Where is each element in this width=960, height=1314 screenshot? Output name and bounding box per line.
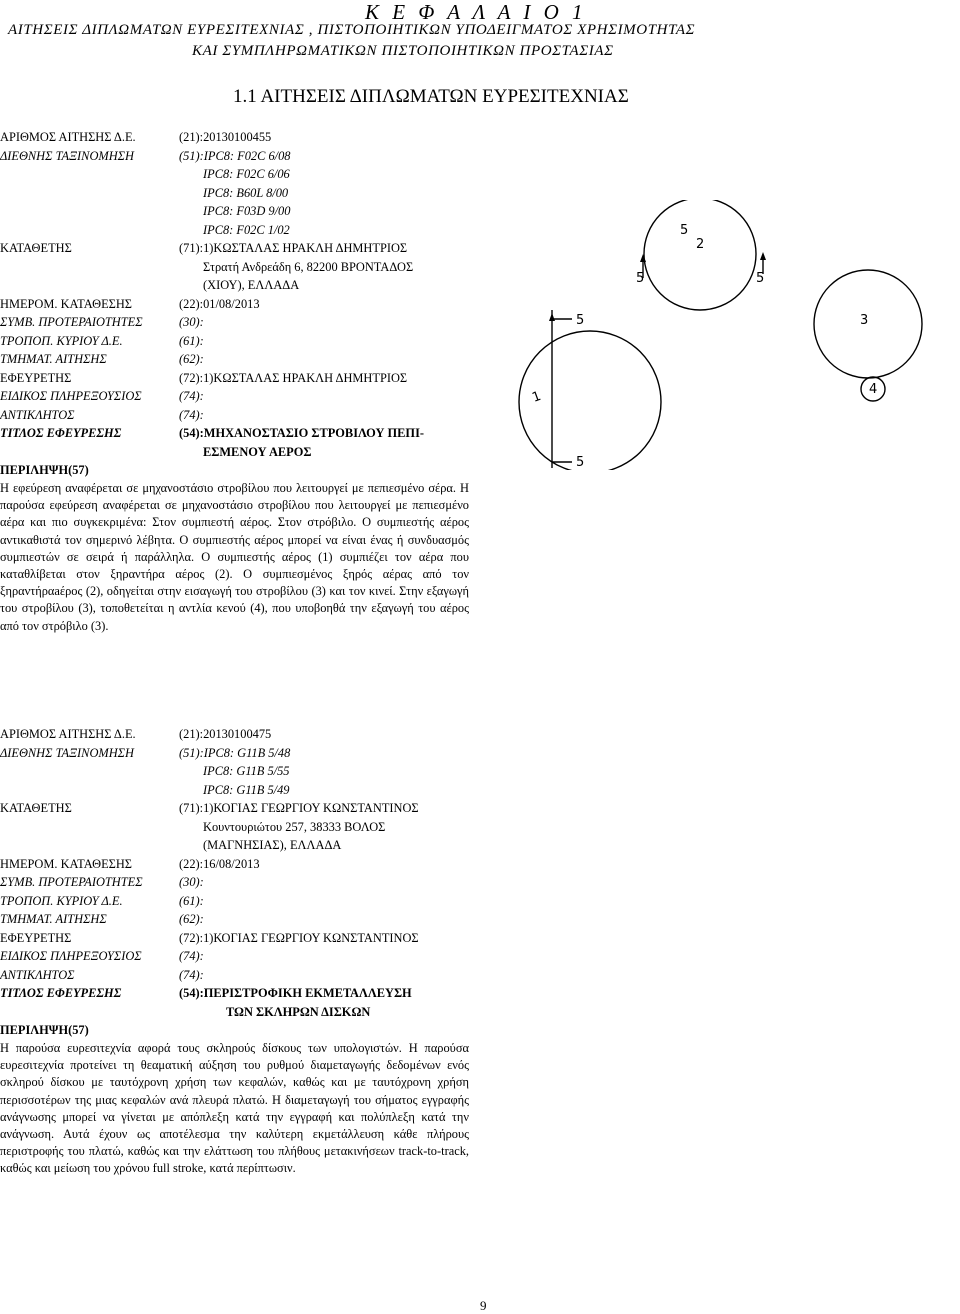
applicant-name: (71):1)ΚΩΣΤΑΛΑΣ ΗΡΑΚΛΗ ΔΗΜΗΤΡΙΟΣ	[179, 241, 408, 255]
representative: (74):	[179, 407, 204, 422]
ipc-code: IPC8: G11B 5/49	[203, 782, 290, 797]
applicant-name: (71):1)ΚΟΓΙΑΣ ΓΕΩΡΓΙΟΥ ΚΩΝΣΤΑΝΤΙΝΟΣ	[179, 801, 419, 815]
representative-label: ΑΝΤΙΚΛΗΤΟΣ	[0, 967, 75, 982]
abstract-text: Η εφεύρεση αναφέρεται σε μηχανοστάσιο στροβίλου που λειτουργεί με πεπιεσμένο σέρα. Η παρούσα εφεύρεση αναφέρεται σε μηχανοστάσιο στροβίλου που λειτουργεί με πεπιεσμένο αέρα και πιο συγκεκριμένα: Στον συμπιεστή αέρος. Στον στρόβιλο. Ο συμπιεστής αέρος αντικαθιστά τον σημερινό λέβητα. Ο συμπιεστής αέρος μπορεί να είναι ένας ή συνδυασμός συμπιεστών σε σειρά ή παράλληλα. Ο συμπιεστής αέρος (1) συμπιέζει τον αέρα που καταθλίβεται στον ξηραντήρα αέρος (2). Ο συμπιεσμένος ξηρός αέρας από τον ξηραντήραaέρος (2), οδηγείται στην εισαγωγή του στροβίλου (3) και τον κινεί. Στην εξαγωγή του στροβίλου (3), τοποθετείται η αντλία κενού (4), που υποβοηθά την εξαγωγή του αέρος από τον στρόβιλο (3).	[0, 481, 469, 633]
invention-title: (54):ΜΗΧΑΝΟΣΤΑΣΙΟ ΣΤΡΟΒΙΛΟΥ ΠΕΠΙ-	[179, 426, 425, 440]
ipc-code: IPC8: F03D 9/00	[203, 204, 291, 218]
figure-label: 5	[680, 223, 689, 238]
applicant-country: (ΜΑΓΝΗΣΙΑΣ), ΕΛΛΑΔΑ	[203, 838, 342, 852]
ipc-code: IPC8: B60L 8/00	[203, 185, 289, 200]
ipc-label: ΔΙΕΘΝΗΣ ΤΑΞΙΝΟΜΗΣΗ	[0, 148, 134, 163]
figure-label: 5	[756, 271, 765, 286]
priority-label: ΣΥΜΒ. ΠΡΟΤΕΡΑΙΟΤΗΤΕΣ	[0, 875, 143, 889]
figure-label: 4	[869, 382, 878, 397]
figure-label: 5	[576, 455, 585, 470]
ipc-label: ΔΙΕΘΝΗΣ ΤΑΞΙΝΟΜΗΣΗ	[0, 745, 134, 760]
invention-title: (54):ΠΕΡΙΣΤΡΟΦΙΚΗ ΕΚΜΕΤΑΛΛΕΥΣΗ	[179, 986, 412, 1000]
invention-title-label: ΤΙΤΛΟΣ ΕΦΕΥΡΕΣΗΣ	[0, 986, 122, 1000]
priority: (30):	[179, 315, 204, 329]
ipc-code: IPC8: F02C 6/06	[203, 167, 290, 181]
figure-label: 2	[696, 237, 705, 252]
agent: (74):	[179, 389, 204, 403]
modification: (61):	[179, 333, 204, 348]
filing-date: (22):16/08/2013	[179, 856, 260, 871]
chapter-heading: Κ Ε Φ Α Λ Α Ι Ο 1	[365, 0, 587, 24]
ipc-code: IPC8: G11B 5/55	[203, 764, 290, 778]
ipc-code: (51):IPC8: G11B 5/48	[179, 745, 291, 760]
inventor-label: ΕΦΕΥΡΕΤΗΣ	[0, 370, 72, 385]
chapter-subtitle-line2: ΚΑΙ ΣΥΜΠΛΗΡΩΜΑΤΙΚΩΝ ΠΙΣΤΟΠΟΙΗΤΙΚΩΝ ΠΡΟΣΤΑΣΙΑΣ	[192, 43, 614, 59]
agent-label: ΕΙΔΙΚΟΣ ΠΛΗΡΕΞΟΥΣΙΟΣ	[0, 949, 142, 963]
priority-label: ΣΥΜΒ. ΠΡΟΤΕΡΑΙΟΤΗΤΕΣ	[0, 315, 143, 329]
inventor: (72):1)ΚΩΣΤΑΛΑΣ ΗΡΑΚΛΗ ΔΗΜΗΤΡΙΟΣ	[179, 370, 408, 385]
divisional-label: ΤΜΗΜΑΤ. ΑΙΤΗΣΗΣ	[0, 912, 107, 926]
figure-label: 3	[860, 313, 869, 328]
agent-label: ΕΙΔΙΚΟΣ ΠΛΗΡΕΞΟΥΣΙΟΣ	[0, 389, 142, 403]
app-number: (21):20130100475	[179, 727, 272, 741]
app-number-label: ΑΡΙΘΜΟΣ ΑΙΤΗΣΗΣ Δ.Ε.	[0, 130, 136, 144]
invention-title-cont: ΤΩΝ ΣΚΛΗΡΩΝ ΔΙΣΚΩΝ	[226, 1004, 371, 1019]
app-number-label: ΑΡΙΘΜΟΣ ΑΙΤΗΣΗΣ Δ.Ε.	[0, 727, 136, 741]
inventor-label: ΕΦΕΥΡΕΤΗΣ	[0, 930, 72, 945]
filing-date-label: ΗΜΕΡΟΜ. ΚΑΤΑΘΕΣΗΣ	[0, 856, 133, 871]
inventor: (72):1)ΚΟΓΙΑΣ ΓΕΩΡΓΙΟΥ ΚΩΝΣΤΑΝΤΙΝΟΣ	[179, 930, 419, 945]
filing-date-label: ΗΜΕΡΟΜ. ΚΑΤΑΘΕΣΗΣ	[0, 296, 133, 311]
section-title: 1.1 ΑΙΤΗΣΕΙΣ ΔΙΠΛΩΜΑΤΩΝ ΕΥΡΕΣΙΤΕΧΝΙΑΣ	[233, 86, 629, 107]
abstract-text: Η παρούσα ευρεσιτεχνία αφορά τους σκληρούς δίσκους των υπολογιστών. Η παρούσα ευρεσιτεχνία προτείνει τη θεαματική αύξηση του ρυθμού διαμεταγωγής δεδομένων ενός σκληρού δίσκου με ταυτόχρονη χρήση των κεφαλών, καθώς και με ταυτόχρονη χρήση περισσοτέρων της μιας κεφαλών ανά πλευρά πλατώ. Η διαμεταγωγή του σήματος εγγραφής ανάγνωσης μπορεί να γίνεται με απόπλεξη κατά την εγγραφή και πολύπλεξη κατά την ανάγνωση. Αυτά έχουν ως αποτέλεσμα την καλύτερη εκμετάλλευση κάθε πλήρους περιστροφής του πλατώ, καθώς και την ελάττωση του πλήθους μετακινήσεων track-to-track, καθώς και μείωση του χρόνου full stroke, κατά περίπτωσιν.	[0, 1041, 469, 1176]
divisional-label: ΤΜΗΜΑΤ. ΑΙΤΗΣΗΣ	[0, 352, 107, 366]
ipc-code: IPC8: F02C 1/02	[203, 222, 290, 237]
abstract-label: ΠΕΡΙΛΗΨΗ(57)	[0, 463, 89, 477]
figure-label: 5	[576, 313, 585, 328]
divisional: (62):	[179, 912, 204, 926]
app-number: (21):20130100455	[179, 130, 272, 144]
applicant-address: Κουντουριώτου 257, 38333 ΒΟΛΟΣ	[203, 819, 386, 834]
dryer-circle	[644, 200, 756, 310]
modification-label: ΤΡΟΠΟΠ. ΚΥΡΙΟΥ Δ.Ε.	[0, 893, 123, 908]
applicant-label: ΚΑΤΑΘΕΤΗΣ	[0, 801, 72, 815]
figure-label: 1	[530, 388, 544, 406]
ipc-code: (51):IPC8: F02C 6/08	[179, 148, 291, 163]
representative-label: ΑΝΤΙΚΛΗΤΟΣ	[0, 407, 75, 422]
applicant-address: Στρατή Ανδρεάδη 6, 82200 ΒΡΟΝΤΑΔΟΣ	[203, 259, 414, 274]
invention-drawing	[500, 200, 960, 470]
applicant-label: ΚΑΤΑΘΕΤΗΣ	[0, 241, 72, 255]
chapter-subtitle-line1: ΑΙΤΗΣΕΙΣ ΔΙΠΛΩΜΑΤΩΝ ΕΥΡΕΣΙΤΕΧΝΙΑΣ , ΠΙΣΤΟΠΟΙΗΤΙΚΩΝ ΥΠΟΔΕΙΓΜΑΤΟΣ ΧΡΗΣΙΜΟΤΗΤΑΣ	[8, 22, 696, 38]
figure-label: 5	[636, 271, 645, 286]
modification: (61):	[179, 893, 204, 908]
invention-title-label: ΤΙΤΛΟΣ ΕΦΕΥΡΕΣΗΣ	[0, 426, 122, 440]
page-number: 9	[480, 1298, 487, 1313]
abstract-label: ΠΕΡΙΛΗΨΗ(57)	[0, 1023, 89, 1037]
filing-date: (22):01/08/2013	[179, 296, 260, 311]
applicant-country: (ΧΙΟΥ), ΕΛΛΑΔΑ	[203, 278, 300, 292]
priority: (30):	[179, 875, 204, 889]
representative: (74):	[179, 967, 204, 982]
divisional: (62):	[179, 352, 204, 366]
invention-title-cont: ΕΣΜΕΝΟΥ ΑΕΡΟΣ	[203, 444, 312, 459]
modification-label: ΤΡΟΠΟΠ. ΚΥΡΙΟΥ Δ.Ε.	[0, 333, 123, 348]
agent: (74):	[179, 949, 204, 963]
